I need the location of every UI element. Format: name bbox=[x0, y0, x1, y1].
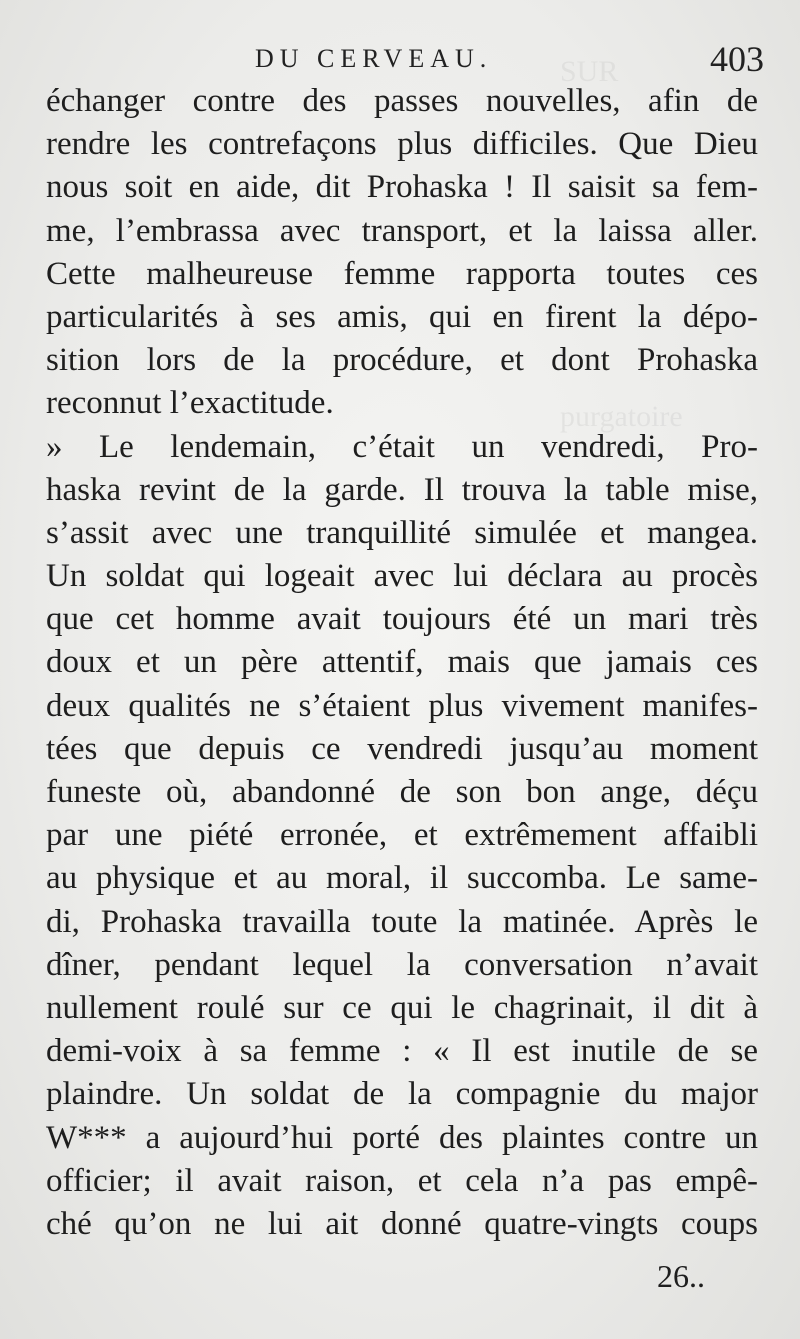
text-line: ché qu’on ne lui ait donné quatre-vingts coups bbox=[46, 1205, 758, 1242]
body-text bbox=[46, 80, 758, 1246]
text-line: particularités à ses amis, qui en firent la dépo- bbox=[46, 298, 758, 335]
text-line: Un soldat qui logeait avec lui déclara au procès bbox=[46, 558, 758, 595]
text-line: que cet homme avait toujours été un mari très bbox=[46, 601, 758, 638]
page-number: 403 bbox=[710, 39, 764, 79]
text-line: doux et un père attentif, mais que jamais ces bbox=[46, 644, 758, 681]
text-line: échanger contre des passes nouvelles, afin de bbox=[46, 83, 758, 119]
text-line: plaindre. Un soldat de la compagnie du major bbox=[46, 1076, 758, 1113]
text-line: rendre les contrefaçons plus difficiles. Que Dieu bbox=[46, 126, 758, 163]
text-line: me, l’embrassa avec transport, et la laissa aller. bbox=[46, 212, 758, 249]
text-line: par une piété erronée, et extrêmement affaibli bbox=[46, 817, 758, 854]
text-line: nullement roulé sur ce qui le chagrinait, il dit à bbox=[46, 989, 758, 1026]
text-line: W*** a aujourd’hui porté des plaintes contre un bbox=[46, 1119, 758, 1156]
text-line: tées que depuis ce vendredi jusqu’au moment bbox=[46, 730, 758, 767]
text-line: haska revint de la garde. Il trouva la table mise, bbox=[46, 471, 758, 508]
text-line: di, Prohaska travailla toute la matinée. Après le bbox=[46, 903, 758, 940]
bleed-through-mark: purgatoire bbox=[560, 400, 683, 433]
bleed-through-mark: SUR bbox=[560, 55, 619, 88]
text-line: deux qualités ne s’étaient plus vivement manifes- bbox=[46, 687, 758, 724]
text-line: funeste où, abandonné de son bon ange, déçu bbox=[46, 774, 758, 810]
running-title: DU CERVEAU. bbox=[255, 44, 493, 73]
text-line: reconnut l’exactitude. bbox=[46, 385, 334, 422]
text-line: dîner, pendant lequel la conversation n’avait bbox=[46, 946, 758, 983]
text-line: s’assit avec une tranquillité simulée et mangea. bbox=[46, 514, 758, 551]
text-line: au physique et au moral, il succomba. Le same- bbox=[46, 860, 758, 897]
page-footer bbox=[0, 1258, 800, 1308]
text-line: sition lors de la procédure, et dont Prohaska bbox=[46, 342, 758, 379]
text-line: officier; il avait raison, et cela n’a pas empê- bbox=[46, 1162, 758, 1199]
text-line: demi-voix à sa femme : « Il est inutile de se bbox=[46, 1033, 758, 1070]
signature-mark: 26.. bbox=[657, 1258, 705, 1294]
text-line: Cette malheureuse femme rapporta toutes ces bbox=[46, 255, 758, 292]
text-line: nous soit en aide, dit Prohaska ! Il saisit sa fem- bbox=[46, 169, 758, 206]
text-line: » Le lendemain, c’était un vendredi, Pro- bbox=[46, 428, 758, 465]
